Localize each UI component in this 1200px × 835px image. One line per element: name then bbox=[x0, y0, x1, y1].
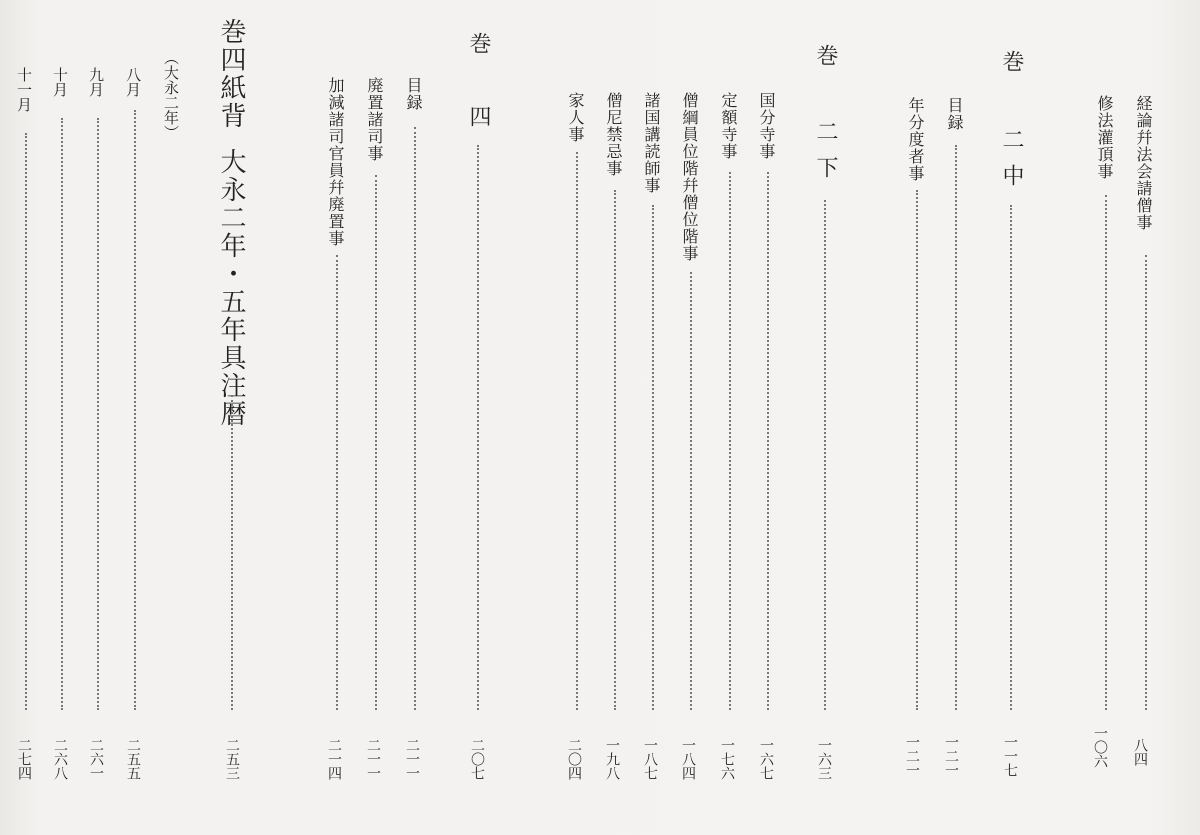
toc-month-label: 九月 bbox=[87, 67, 105, 97]
leader-dots bbox=[729, 172, 731, 710]
leader-dots bbox=[652, 205, 654, 710]
toc-page-number: 二六一 bbox=[88, 738, 104, 780]
toc-page-number: 一二一 bbox=[943, 735, 959, 777]
leader-dots bbox=[61, 118, 63, 710]
volume-heading: 巻 bbox=[466, 32, 491, 54]
volume-title: 二下 bbox=[813, 120, 838, 192]
toc-page-number: 一六七 bbox=[758, 738, 774, 780]
toc-month-label: 八月 bbox=[124, 67, 142, 97]
volume-title: 大永二年・五年具注暦 bbox=[216, 148, 246, 428]
leader-dots bbox=[1010, 205, 1012, 710]
volume-heading: 巻四紙背 bbox=[216, 18, 246, 130]
toc-entry-label: 目録 bbox=[404, 77, 423, 111]
leader-dots bbox=[955, 145, 957, 710]
toc-page-number: 一八四 bbox=[680, 738, 696, 780]
volume-heading: 巻 bbox=[813, 44, 838, 66]
toc-page-number: 二〇四 bbox=[566, 738, 582, 780]
toc-page-number: 一六三 bbox=[816, 738, 832, 780]
toc-page-number: 一八七 bbox=[642, 738, 658, 780]
leader-dots bbox=[1105, 195, 1107, 710]
toc-page-number: 八四 bbox=[1132, 738, 1148, 766]
toc-page-number: 一〇六 bbox=[1092, 726, 1108, 768]
leader-dots bbox=[336, 255, 338, 710]
leader-dots bbox=[97, 118, 99, 710]
toc-page-number: 一九八 bbox=[604, 738, 620, 780]
leader-dots bbox=[916, 190, 918, 710]
toc-page-number: 一七六 bbox=[719, 738, 735, 780]
toc-entry-label: 修法灌頂事 bbox=[1095, 95, 1114, 180]
leader-dots bbox=[414, 127, 416, 710]
leader-dots bbox=[614, 190, 616, 710]
toc-page-number: 二五五 bbox=[125, 738, 141, 780]
leader-dots bbox=[690, 272, 692, 710]
leader-dots bbox=[375, 175, 377, 710]
toc-month-label: 十月 bbox=[51, 67, 69, 97]
leader-dots bbox=[767, 172, 769, 710]
toc-page-number: 二一一 bbox=[404, 738, 420, 780]
toc-page-number: 一一七 bbox=[1002, 735, 1018, 777]
toc-page-number: 二六八 bbox=[52, 738, 68, 780]
leader-dots bbox=[477, 145, 479, 710]
toc-entry-label: 国分寺事 bbox=[757, 92, 776, 160]
toc-entry-label: 経論幷法会請僧事 bbox=[1134, 95, 1153, 231]
volume-title: 二中 bbox=[999, 128, 1024, 200]
toc-month-label: 十一月 bbox=[15, 67, 33, 112]
toc-entry-label: 目録 bbox=[945, 97, 964, 131]
toc-page-number: 二七四 bbox=[16, 738, 32, 780]
toc-page-number: 二一四 bbox=[326, 738, 342, 780]
leader-dots bbox=[231, 395, 233, 710]
toc-entry-label: 廃置諸司事 bbox=[365, 77, 384, 162]
toc-entry-label: 定額寺事 bbox=[719, 92, 738, 160]
toc-page-number: 二〇七 bbox=[469, 738, 485, 780]
toc-entry-label: 諸国講読師事 bbox=[642, 92, 661, 194]
leader-dots bbox=[134, 110, 136, 710]
toc-entry-label: 加減諸司官員幷廃置事 bbox=[326, 77, 345, 247]
leader-dots bbox=[25, 133, 27, 710]
leader-dots bbox=[824, 200, 826, 710]
year-subheading: （大永二年） bbox=[162, 50, 180, 140]
toc-page-number: 一二一 bbox=[904, 735, 920, 777]
toc-entry-label: 家人事 bbox=[566, 92, 585, 143]
toc-page-number: 二一一 bbox=[365, 738, 381, 780]
leader-dots bbox=[576, 152, 578, 710]
toc-entry-label: 僧尼禁忌事 bbox=[604, 92, 623, 177]
toc-entry-label: 年分度者事 bbox=[906, 97, 925, 182]
volume-heading: 巻 bbox=[999, 50, 1024, 72]
toc-entry-label: 僧綱員位階幷僧位階事 bbox=[680, 92, 699, 262]
toc-page-number: 二五三 bbox=[224, 738, 240, 780]
leader-dots bbox=[1145, 255, 1147, 710]
volume-title: 四 bbox=[466, 105, 491, 127]
